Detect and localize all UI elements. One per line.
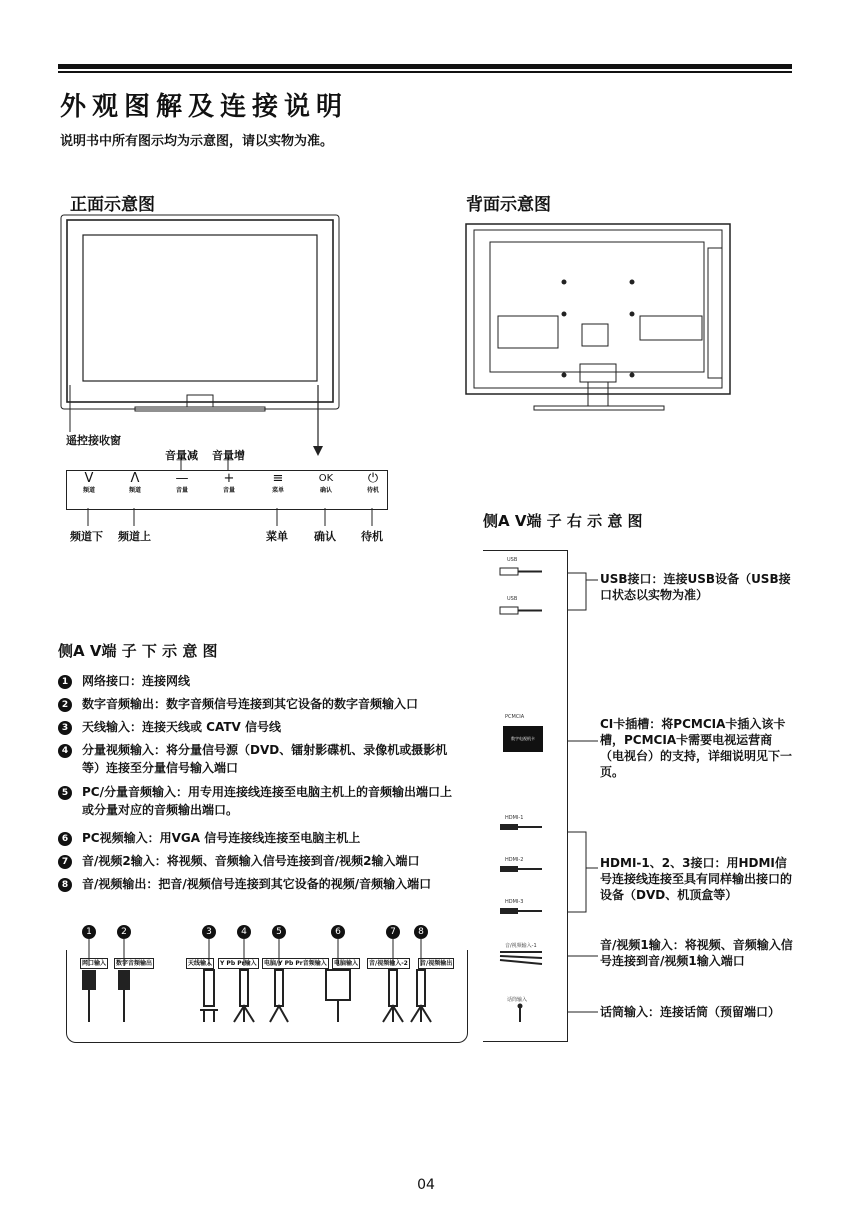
mic-port-label: 话筒输入: [507, 997, 528, 1003]
list-item: 8 音/视频输出：把音/视频信号连接到其它设备的视频/音频输入端口: [58, 875, 462, 893]
hdmi1-port-label: HDMI-1: [505, 815, 524, 821]
vol-up-label: 音量增: [212, 449, 245, 462]
top-rule-thin: [58, 71, 792, 73]
av1-description: 音/视频1输入：将视频、音频输入信号连接到音/视频1输入端口: [600, 938, 793, 968]
port-label-ypbpr: Y Pb Pr输入: [220, 960, 257, 967]
usb1-port-label: USB: [507, 557, 518, 563]
list-item: 7 音/视频2输入：将视频、音频输入信号连接到音/视频2输入端口: [58, 852, 462, 870]
back-heading: 背面示意图: [466, 195, 551, 215]
port-label-vga: 电脑输入: [334, 960, 359, 967]
ci-description: CI卡插槽：将PCMCIA卡插入该卡槽，PCMCIA卡需要电视运营商（电视台）的支持，详细说明见下一页。: [600, 717, 793, 779]
menu-button[interactable]: ≡ 菜单: [271, 471, 284, 494]
front-heading: 正面示意图: [70, 195, 155, 215]
usb-description: USB接口：连接USB设备（USB接口状态以实物为准）: [600, 572, 791, 602]
hdmi3-port-label: HDMI-3: [505, 899, 524, 905]
list-item: 6 PC视频输入：用VGA 信号连接线连接至电脑主机上: [58, 829, 462, 847]
port-label-av-out: 音/视频输出: [420, 960, 453, 967]
port-number-6: 6: [331, 925, 345, 939]
page-subtitle: 说明书中所有图示均为示意图，请以实物为准。: [60, 134, 334, 149]
page-number: 04: [417, 1177, 435, 1193]
side-bottom-heading: 侧A V端 子 下 示 意 图: [58, 642, 218, 660]
av1-port-label: 音/视频输入-1: [505, 943, 537, 949]
list-item: 5 PC/分量音频输入：用专用连接线连接至电脑主机上的音频输出端口上或分量对应的音频输出端口。: [58, 783, 462, 819]
ch-down-callout: 频道下: [70, 530, 103, 543]
page-title: 外观图解及连接说明: [60, 92, 349, 122]
list-item: 4 分量视频输入：将分量信号源（DVD、镭射影碟机、录像机或摄影机等）连接至分量信号输入端口: [58, 741, 462, 777]
usb2-port-label: USB: [507, 596, 518, 602]
channel-up-button[interactable]: Λ 频道: [128, 471, 141, 494]
hdmi-description: HDMI-1、2、3接口：用HDMI信号连接线连接至具有同样输出接口的设备（DVD、机顶盒等）: [600, 856, 793, 902]
vol-down-label: 音量减: [165, 449, 198, 462]
port-number-3: 3: [202, 925, 216, 939]
standby-callout: 待机: [361, 530, 383, 543]
top-rule: [58, 64, 792, 69]
mic-description: 话筒输入：连接话筒（预留端口）: [600, 1005, 781, 1019]
channel-down-button[interactable]: V 频道: [82, 471, 95, 494]
bottom-connectors: [66, 930, 466, 1030]
pcmcia-port-label: PCMCIA: [505, 714, 525, 720]
side-right-heading: 侧A V端 子 右 示 意 图: [483, 512, 643, 530]
port-number-1: 1: [82, 925, 96, 939]
back-tv-drawing: [464, 222, 734, 417]
port-label-lan: 网口输入: [82, 960, 107, 967]
ok-button[interactable]: OK 确认: [318, 473, 334, 494]
list-item: 3 天线输入：连接天线或 CATV 信号线: [58, 718, 462, 736]
control-panel: [66, 470, 388, 510]
port-label-av2: 音/视频输入-2: [369, 960, 408, 967]
volume-up-button[interactable]: + 音量: [222, 471, 235, 494]
port-number-7: 7: [386, 925, 400, 939]
list-item: 1 网络接口：连接网线: [58, 672, 462, 690]
ch-up-callout: 频道上: [118, 530, 151, 543]
list-item: 2 数字音频输出：数字音频信号连接到其它设备的数字音频输入口: [58, 695, 462, 713]
port-number-2: 2: [117, 925, 131, 939]
front-callout-lines: [60, 380, 360, 470]
panel-callout-ticks: [66, 508, 386, 528]
remote-sensor-label: 遥控接收窗: [66, 434, 121, 447]
port-label-antenna: 天线输入: [188, 960, 213, 967]
hdmi2-port-label: HDMI-2: [505, 857, 524, 863]
port-label-spdif: 数字音频输出: [116, 960, 153, 967]
side-right-ports: [490, 560, 610, 1030]
port-number-5: 5: [272, 925, 286, 939]
pcmcia-card-slot[interactable]: 数字电视机卡: [503, 726, 543, 752]
volume-down-button[interactable]: — 音量: [175, 471, 189, 494]
standby-button[interactable]: ⏻ 待机: [366, 471, 379, 494]
port-number-8: 8: [414, 925, 428, 939]
menu-callout: 菜单: [266, 530, 288, 543]
ok-callout: 确认: [314, 530, 336, 543]
port-label-pc-audio: 电脑/Y Pb Pr音频输入: [264, 960, 327, 967]
port-number-4: 4: [237, 925, 251, 939]
